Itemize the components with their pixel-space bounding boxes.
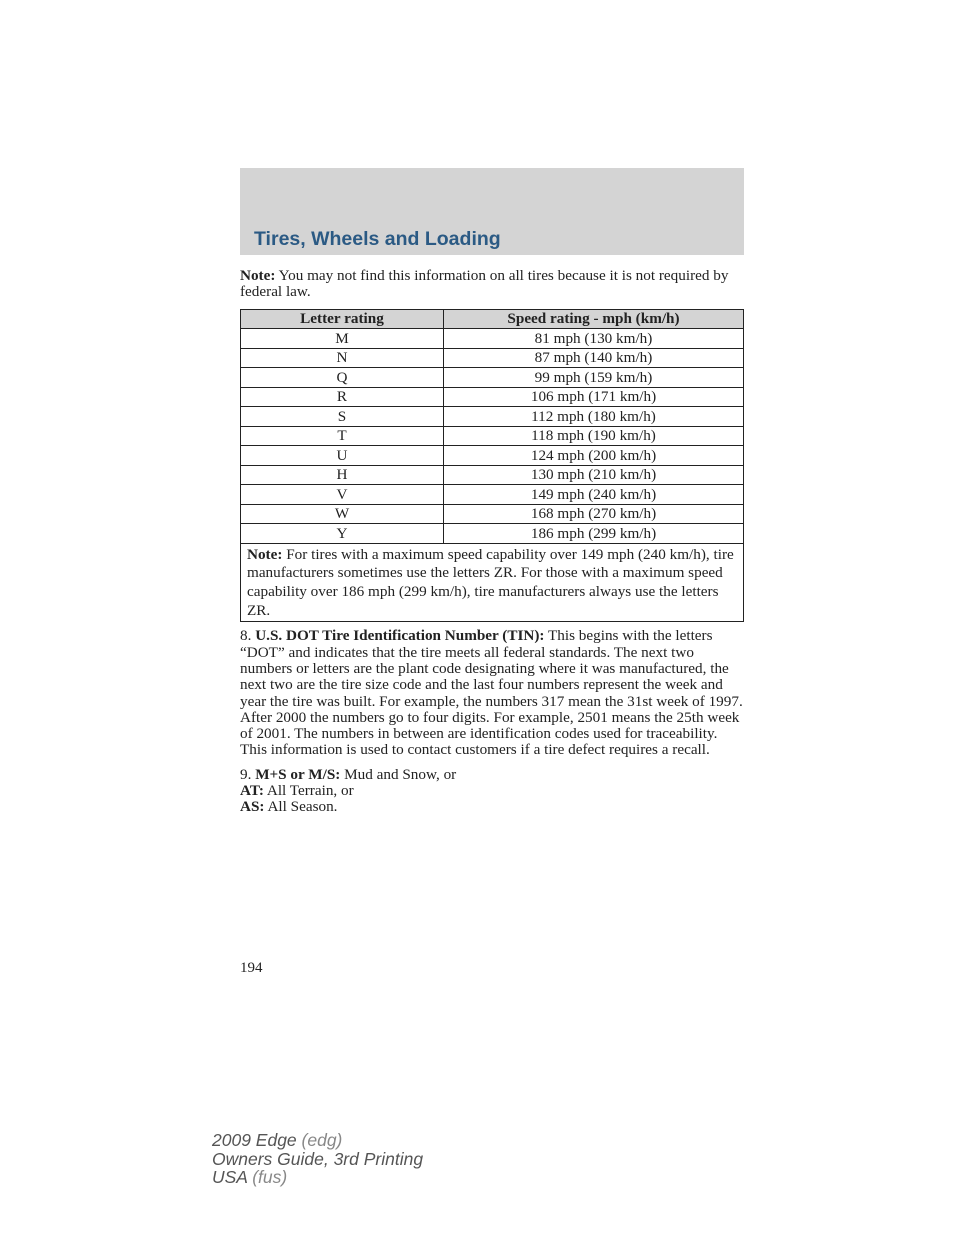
letter-cell: Q <box>241 368 444 388</box>
ms-item-number: 9. <box>240 765 256 783</box>
table-row <box>241 368 744 388</box>
footer-line-3 <box>212 1168 423 1187</box>
table-row <box>241 504 744 524</box>
ms-line <box>240 767 744 783</box>
intro-note <box>240 268 744 301</box>
letter-cell: N <box>241 348 444 368</box>
speed-cell: 106 mph (171 km/h) <box>444 387 744 407</box>
tin-item-number: 8. <box>240 627 256 645</box>
table-note-row <box>241 543 744 622</box>
table-note-label: Note: <box>247 545 283 563</box>
speed-cell: 124 mph (200 km/h) <box>444 446 744 466</box>
section-header-band <box>240 168 744 255</box>
as-line <box>240 799 744 815</box>
letter-cell: R <box>241 387 444 407</box>
table-row <box>241 329 744 349</box>
section-title: Tires, Wheels and Loading <box>254 228 501 250</box>
intro-note-label: Note: <box>240 267 276 284</box>
speed-cell: 87 mph (140 km/h) <box>444 348 744 368</box>
speed-rating-table <box>240 309 744 623</box>
table-row <box>241 348 744 368</box>
letter-cell: W <box>241 504 444 524</box>
as-text: All Season. <box>264 798 338 816</box>
speed-cell: 168 mph (270 km/h) <box>444 504 744 524</box>
speed-cell: 81 mph (130 km/h) <box>444 329 744 349</box>
letter-cell: V <box>241 485 444 505</box>
table-row <box>241 407 744 427</box>
tin-label: U.S. DOT Tire Identification Number (TIN): <box>255 627 545 645</box>
ms-paragraph <box>240 767 744 816</box>
table-header-row <box>241 309 744 329</box>
footer-market-code: (fus) <box>247 1167 288 1187</box>
footer-market: USA <box>212 1167 248 1187</box>
at-text: All Terrain, or <box>263 782 354 800</box>
ms-label: M+S or M/S: <box>255 765 341 783</box>
speed-cell: 118 mph (190 km/h) <box>444 426 744 446</box>
speed-cell: 130 mph (210 km/h) <box>444 465 744 485</box>
table-note-text: For tires with a maximum speed capability over 149 mph (240 km/h), tire manufacturers sometimes use the letters ZR. For those with a maximum speed capability over 186 mph (299 km/h), tire manufacturers always use the letters ZR. <box>247 545 734 619</box>
ms-text: Mud and Snow, or <box>340 765 457 783</box>
header-speed-rating: Speed rating - mph (km/h) <box>444 309 744 329</box>
as-label: AS: <box>240 798 265 816</box>
page-number: 194 <box>240 960 263 976</box>
footer-line-1 <box>212 1131 423 1150</box>
table-row <box>241 524 744 544</box>
intro-note-text: You may not find this information on all tires because it is not required by federal law. <box>240 267 729 301</box>
speed-cell: 186 mph (299 km/h) <box>444 524 744 544</box>
letter-cell: M <box>241 329 444 349</box>
letter-cell: H <box>241 465 444 485</box>
letter-cell: Y <box>241 524 444 544</box>
document-footer <box>212 1131 423 1187</box>
speed-cell: 112 mph (180 km/h) <box>444 407 744 427</box>
page-content <box>240 268 744 816</box>
table-row <box>241 446 744 466</box>
footer-model: 2009 Edge <box>212 1130 297 1150</box>
tin-paragraph <box>240 628 744 758</box>
table-row <box>241 465 744 485</box>
header-letter-rating: Letter rating <box>241 309 444 329</box>
footer-model-code: (edg) <box>296 1130 343 1150</box>
footer-line-2: Owners Guide, 3rd Printing <box>212 1148 424 1169</box>
table-row <box>241 426 744 446</box>
tin-text: This begins with the letters “DOT” and indicates that the tire meets all federal standards. The next two numbers or letters are the plant code designating where it was manufactured, the next two are the tire size code and the last four numbers represent the week and year the tire was built. For example, the numbers 317 mean the 31st week of 1997. After 2000 the numbers go to four digits. For example, 2501 means the 25th week of 2001. The numbers in between are identification codes used for traceability. This information is used to contact customers if a tire defect requires a recall. <box>240 627 743 759</box>
letter-cell: S <box>241 407 444 427</box>
at-line <box>240 783 744 799</box>
letter-cell: T <box>241 426 444 446</box>
table-row <box>241 485 744 505</box>
table-note <box>241 543 744 622</box>
speed-cell: 149 mph (240 km/h) <box>444 485 744 505</box>
letter-cell: U <box>241 446 444 466</box>
at-label: AT: <box>240 782 264 800</box>
table-row <box>241 387 744 407</box>
speed-cell: 99 mph (159 km/h) <box>444 368 744 388</box>
